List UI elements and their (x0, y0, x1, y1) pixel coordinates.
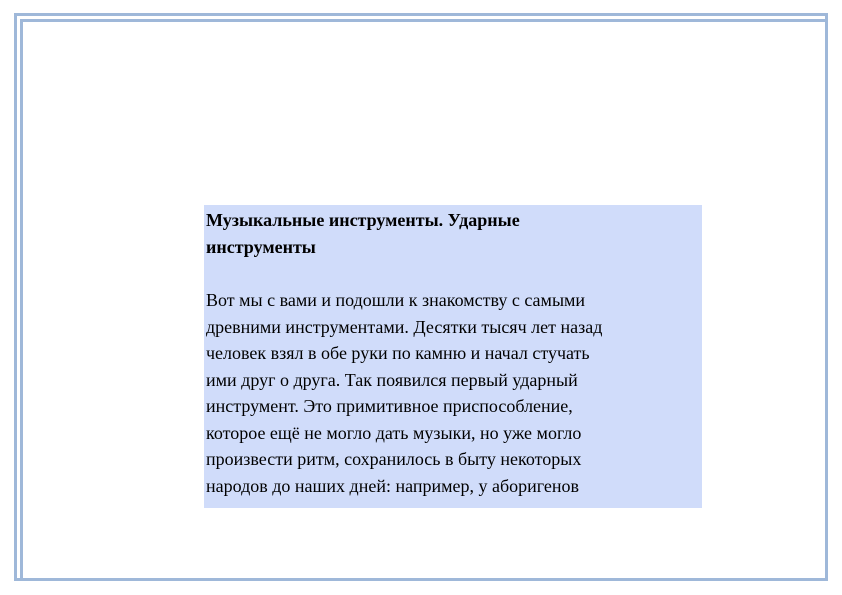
text-box (204, 205, 702, 508)
slide-body-text: Вот мы с вами и подошли к знакомству с самыми древними инструментами. Десятки тысяч лет назад человек взял в обе руки по камню и начал стучать ими друг о друга. Так появился первый ударный инструмент. Это примитивное приспособление, которое ещё не могло дать музыки, но уже могло произвести ритм, сохранилось в быту некоторых народов до наших дней: например, у аборигенов (206, 290, 603, 496)
slide-title: Музыкальные инструменты. Ударные инструменты (206, 210, 520, 257)
paragraph-spacer (206, 261, 700, 287)
